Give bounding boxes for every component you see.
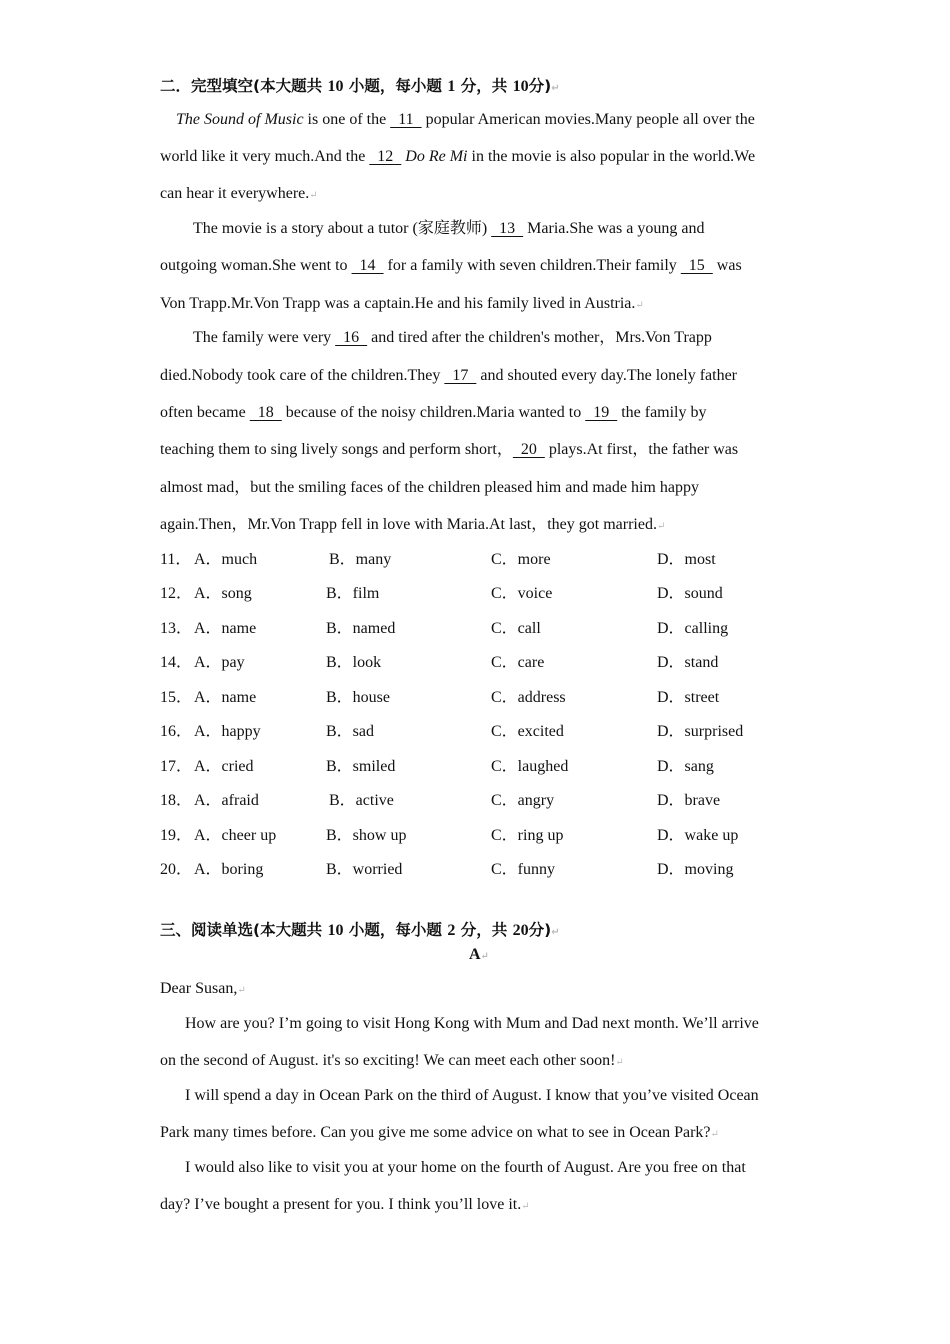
letter-text: I will spend a day in Ocean Park on the third of August. I know that you’ve visited Ocean xyxy=(185,1087,759,1104)
blank-12: 12 xyxy=(369,148,402,165)
option-c: C．voice xyxy=(491,585,553,602)
passage-text: the family by xyxy=(617,404,707,421)
passage-text: and shouted every day.The lonely father xyxy=(476,367,737,384)
option-a: A．cheer up xyxy=(194,827,277,844)
option-a: A．name xyxy=(194,689,257,706)
passage-text: died.Nobody took care of the children.They xyxy=(160,367,445,384)
passage-text: can hear it everywhere. xyxy=(160,185,310,202)
passage-line xyxy=(160,366,737,386)
letter-line xyxy=(185,1158,746,1178)
question-number: 19． xyxy=(160,827,193,844)
option-a: A．pay xyxy=(194,654,245,671)
question-number: 11． xyxy=(160,551,192,568)
question-number: 16． xyxy=(160,723,193,740)
passage-line xyxy=(160,147,755,167)
passage-line xyxy=(160,440,738,460)
option-d: D．stand xyxy=(657,654,719,671)
option-c: C．excited xyxy=(491,723,564,740)
option-c: C．ring up xyxy=(491,827,564,844)
option-d: D．brave xyxy=(657,792,721,809)
passage-line: again.Then，Mr.Von Trapp fell in love with Maria.At last，they got married.↵ xyxy=(160,516,666,533)
blank-18: 18 xyxy=(249,404,282,421)
option-a: A．happy xyxy=(194,723,261,740)
section3-total-points: 20 xyxy=(512,922,529,939)
passage-text: because of the noisy children.Maria wanted to xyxy=(281,404,586,421)
option-d: D．surprised xyxy=(657,723,744,740)
option-c: C．call xyxy=(491,620,541,637)
option-d: D．sang xyxy=(657,758,714,775)
option-a: A．name xyxy=(194,620,257,637)
option-d: D．calling xyxy=(657,620,729,637)
letter-line xyxy=(185,1014,759,1034)
question-number: 14． xyxy=(160,654,193,671)
letter-text: day? I’ve bought a present for you. I think you’ll love it. xyxy=(160,1196,522,1213)
blank-17: 17 xyxy=(444,367,477,384)
letter-text: Park many times before. Can you give me some advice on what to see in Ocean Park? xyxy=(160,1124,711,1141)
blank-15: 15 xyxy=(680,257,713,274)
option-a: A．boring xyxy=(194,861,264,878)
passage-line xyxy=(193,328,712,348)
blank-19: 19 xyxy=(585,404,618,421)
option-c: C．address xyxy=(491,689,566,706)
passage-text: world like it very much.And the xyxy=(160,148,370,165)
passage-text: was xyxy=(712,257,742,274)
letter-text: Dear Susan, xyxy=(160,980,238,997)
passage-text: Maria.She was a young and xyxy=(523,220,705,237)
letter-text: I would also like to visit you at your home on the fourth of August. Are you free on that xyxy=(185,1159,746,1176)
blank-14: 14 xyxy=(351,257,384,274)
option-b: B．named xyxy=(326,620,396,637)
passage-text: Von Trapp.Mr.Von Trapp was a captain.He and his family lived in Austria. xyxy=(160,295,636,312)
option-a: A．song xyxy=(194,585,252,602)
option-c: C．more xyxy=(491,551,551,568)
section3-heading: 三、阅读单选(本大题共 10 小题，每小题 2 分，共 20分)↵ xyxy=(160,921,560,939)
option-b: B．sad xyxy=(326,723,375,740)
section3-heading-text: 三、阅读单选(本大题共 xyxy=(160,921,323,939)
question-number: 17． xyxy=(160,758,193,775)
option-d: D．sound xyxy=(657,585,723,602)
passage-label: A↵ xyxy=(469,946,489,963)
section2-heading: 二．完型填空(本大题共 10 小题，每小题 1 分，共 10分)↵ xyxy=(160,77,560,95)
section3-question-count: 10 xyxy=(327,922,344,939)
letter-line: on the second of August. it's so exciting! We can meet each other soon!↵ xyxy=(160,1052,624,1069)
section3-heading-text: 分) xyxy=(528,921,552,939)
option-a: A．cried xyxy=(194,758,254,775)
option-b: B．film xyxy=(326,585,380,602)
question-number: 12． xyxy=(160,585,193,602)
question-number: 20． xyxy=(160,861,193,878)
section2-question-count: 10 xyxy=(327,78,344,95)
option-a: A．much xyxy=(194,551,258,568)
blank-11: 11 xyxy=(390,111,422,128)
passage-text: plays.At first，the father was xyxy=(544,441,739,458)
passage-text: often became xyxy=(160,404,250,421)
section2-heading-text: 分，共 xyxy=(460,77,508,95)
option-d: D．moving xyxy=(657,861,734,878)
option-d: D．most xyxy=(657,551,716,568)
question-number: 13． xyxy=(160,620,193,637)
letter-line: Park many times before. Can you give me some advice on what to see in Ocean Park?↵ xyxy=(160,1124,719,1141)
section2-points-each: 1 xyxy=(447,78,456,95)
option-c: C．care xyxy=(491,654,545,671)
option-b: B．smiled xyxy=(326,758,396,775)
passage-text: is one of the xyxy=(303,111,391,128)
option-b: B．many xyxy=(329,551,392,568)
passage-text: teaching them to sing lively songs and perform short， xyxy=(160,441,513,458)
section3-points-each: 2 xyxy=(447,922,456,939)
section2-total-points: 10 xyxy=(512,78,529,95)
passage-line xyxy=(193,219,704,239)
section2-heading-text: 小题，每小题 xyxy=(348,77,442,95)
option-c: C．laughed xyxy=(491,758,569,775)
option-b: B．show up xyxy=(326,827,407,844)
movie-title: The Sound of Music xyxy=(176,111,304,128)
passage-line: Von Trapp.Mr.Von Trapp was a captain.He and his family lived in Austria.↵ xyxy=(160,295,644,312)
letter-greeting: Dear Susan,↵ xyxy=(160,980,246,997)
option-a: A．afraid xyxy=(194,792,259,809)
passage-line xyxy=(160,478,699,498)
passage-label-text: A xyxy=(469,946,481,963)
option-b: B．active xyxy=(329,792,394,809)
section2-heading-text: 二．完型填空(本大题共 xyxy=(160,77,323,95)
passage-text: outgoing woman.She went to xyxy=(160,257,352,274)
question-number: 15． xyxy=(160,689,193,706)
section3-heading-text: 分，共 xyxy=(460,921,508,939)
song-title: Do Re Mi xyxy=(401,148,468,165)
passage-text: again.Then，Mr.Von Trapp fell in love with Maria.At last，they got married. xyxy=(160,516,657,533)
option-b: B．house xyxy=(326,689,391,706)
option-c: C．angry xyxy=(491,792,555,809)
passage-text: The family were very xyxy=(193,329,336,346)
blank-16: 16 xyxy=(335,329,368,346)
passage-line xyxy=(176,110,755,130)
blank-20: 20 xyxy=(512,441,545,458)
letter-text: on the second of August. it's so exciting! We can meet each other soon! xyxy=(160,1052,616,1069)
passage-line: can hear it everywhere.↵ xyxy=(160,185,318,202)
letter-line: day? I’ve bought a present for you. I think you’ll love it.↵ xyxy=(160,1196,530,1213)
passage-text: popular American movies.Many people all over the xyxy=(421,111,755,128)
letter-text: How are you? I’m going to visit Hong Kong with Mum and Dad next month. We’ll arrive xyxy=(185,1015,759,1032)
option-c: C．funny xyxy=(491,861,556,878)
section3-heading-text: 小题，每小题 xyxy=(348,921,442,939)
option-d: D．wake up xyxy=(657,827,739,844)
passage-text: The movie is a story about a tutor (家庭教师) xyxy=(193,220,492,237)
blank-13: 13 xyxy=(491,220,524,237)
passage-text: for a family with seven children.Their family xyxy=(383,257,681,274)
passage-line xyxy=(160,256,742,276)
passage-text: and tired after the children's mother，Mrs.Von Trapp xyxy=(367,329,712,346)
passage-text: almost mad，but the smiling faces of the children pleased him and made him happy xyxy=(160,479,699,496)
passage-text: in the movie is also popular in the world.We xyxy=(467,148,756,165)
letter-line xyxy=(185,1086,759,1106)
question-number: 18． xyxy=(160,792,193,809)
section2-heading-text: 分) xyxy=(528,77,552,95)
option-d: D．street xyxy=(657,689,720,706)
passage-line xyxy=(160,403,707,423)
option-b: B．worried xyxy=(326,861,403,878)
option-b: B．look xyxy=(326,654,382,671)
